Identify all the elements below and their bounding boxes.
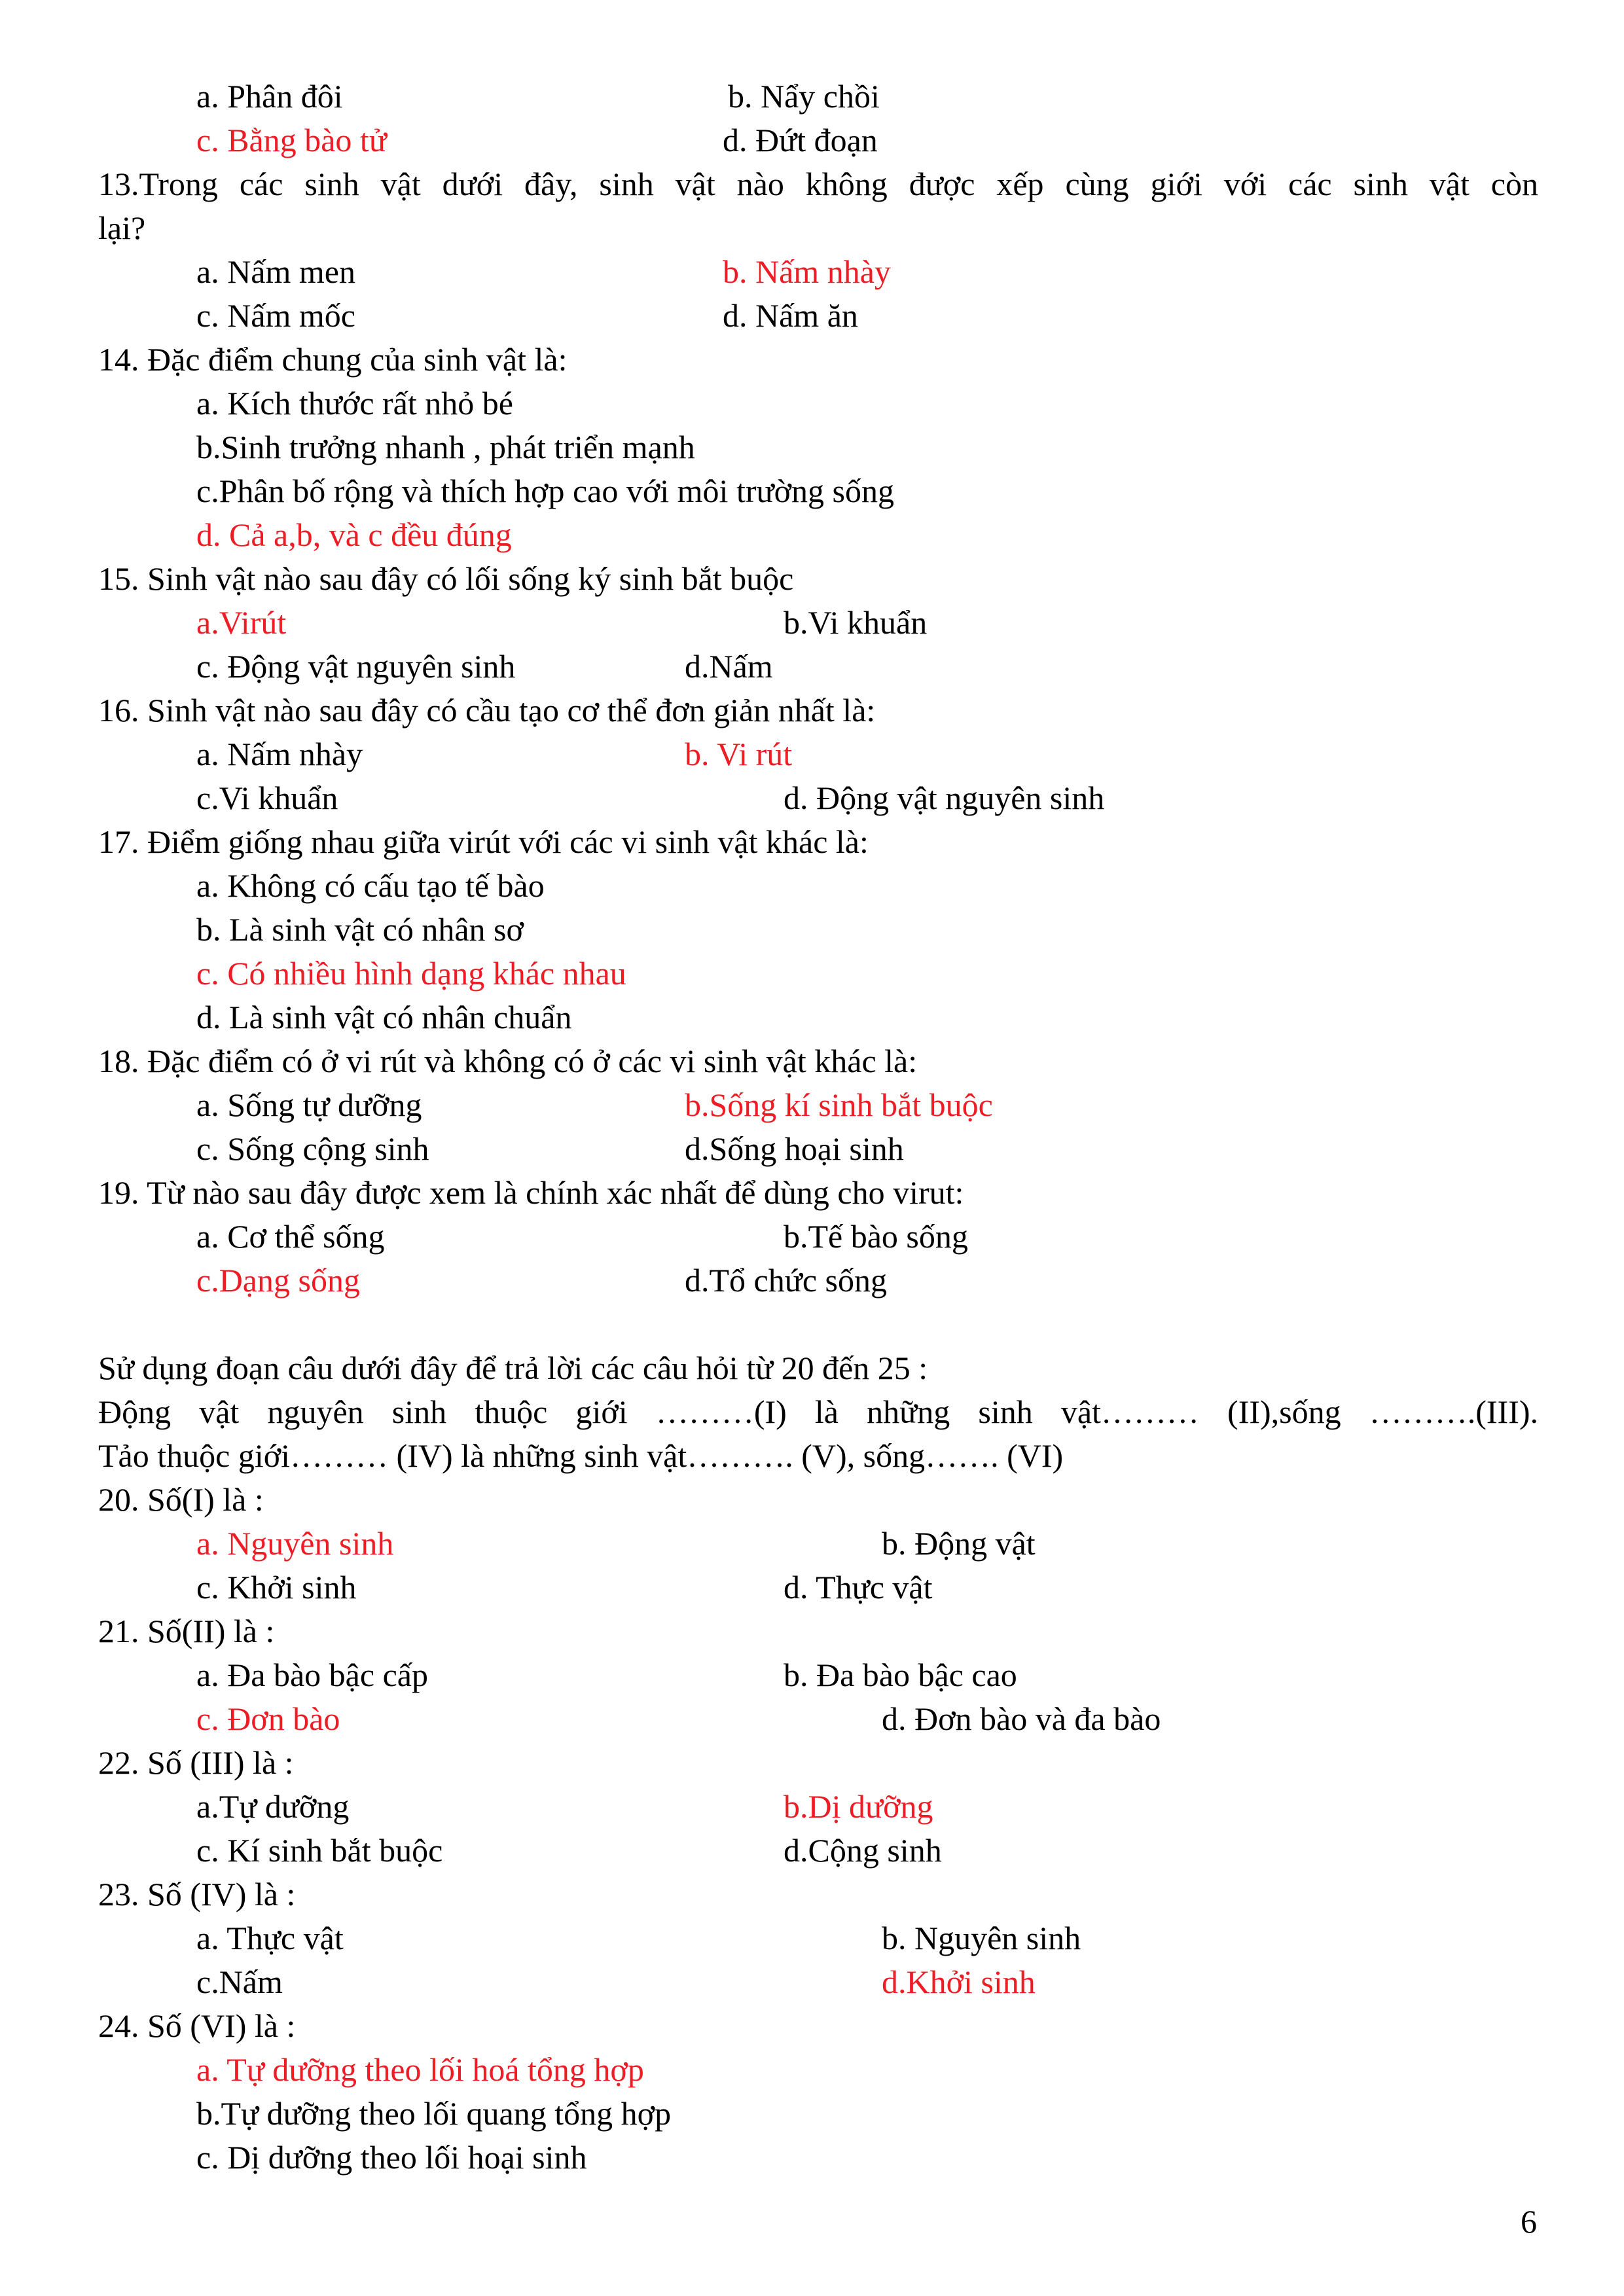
q22-option-a: a.Tự dưỡng bbox=[196, 1788, 350, 1825]
q15-option-d: d.Nấm bbox=[685, 648, 773, 685]
q22-question: 22. Số (III) là : bbox=[98, 1744, 294, 1781]
q14-option-a: a. Kích thước rất nhỏ bé bbox=[196, 385, 513, 422]
q24-option-b: b.Tự dưỡng theo lối quang tổng hợp bbox=[196, 2095, 672, 2132]
q21-option-c-answer: c. Đơn bào bbox=[196, 1700, 340, 1737]
q16-option-d: d. Động vật nguyên sinh bbox=[784, 780, 1105, 816]
q23-option-d-answer: d.Khởi sinh bbox=[882, 1964, 1036, 2000]
q18-option-a: a. Sống tự dưỡng bbox=[196, 1086, 422, 1123]
q12-option-d: d. Đứt đoạn bbox=[723, 122, 878, 158]
passage-line2: Tảo thuộc giới……… (IV) là những sinh vật………. (V), sống……. (VI) bbox=[98, 1437, 1064, 1474]
q16-option-c: c.Vi khuẩn bbox=[196, 780, 338, 816]
q21-option-b: b. Đa bào bậc cao bbox=[784, 1657, 1017, 1693]
q20-question: 20. Số(I) là : bbox=[98, 1481, 264, 1518]
q13-option-d: d. Nấm ăn bbox=[723, 297, 858, 334]
passage-line1: Động vật nguyên sinh thuộc giới ………(I) là những sinh vật……… (II),sống ……….(III). bbox=[98, 1393, 1538, 1430]
q17-question: 17. Điểm giống nhau giữa virút với các vi sinh vật khác là: bbox=[98, 823, 869, 860]
q20-option-c: c. Khởi sinh bbox=[196, 1569, 357, 1605]
q20-option-a-answer: a. Nguyên sinh bbox=[196, 1525, 394, 1562]
q19-question: 19. Từ nào sau đây được xem là chính xác nhất để dùng cho virut: bbox=[98, 1174, 964, 1211]
q14-option-d-answer: d. Cả a,b, và c đều đúng bbox=[196, 516, 512, 553]
q17-option-d: d. Là sinh vật có nhân chuẩn bbox=[196, 999, 572, 1035]
q14-option-b: b.Sinh trưởng nhanh , phát triển mạnh bbox=[196, 429, 695, 465]
q22-option-d: d.Cộng sinh bbox=[784, 1832, 942, 1869]
q13-option-a: a. Nấm men bbox=[196, 253, 355, 290]
q12-option-c-answer: c. Bằng bào tử bbox=[196, 122, 387, 158]
q15-option-c: c. Động vật nguyên sinh bbox=[196, 648, 516, 685]
q14-option-c: c.Phân bố rộng và thích hợp cao với môi trường sống bbox=[196, 473, 894, 509]
q13-question-line2: lại? bbox=[98, 209, 146, 246]
q17-option-a: a. Không có cấu tạo tế bào bbox=[196, 867, 545, 904]
q15-option-b: b.Vi khuẩn bbox=[784, 604, 928, 641]
q20-option-d: d. Thực vật bbox=[784, 1569, 933, 1605]
q22-option-c: c. Kí sinh bắt buộc bbox=[196, 1832, 443, 1869]
q19-option-a: a. Cơ thể sống bbox=[196, 1218, 385, 1255]
q23-option-b: b. Nguyên sinh bbox=[882, 1920, 1081, 1956]
q22-option-b-answer: b.Dị dưỡng bbox=[784, 1788, 933, 1825]
q21-question: 21. Số(II) là : bbox=[98, 1613, 275, 1649]
q13-option-c: c. Nấm mốc bbox=[196, 297, 355, 334]
q13-question-line1: 13.Trong các sinh vật dưới đây, sinh vật nào không được xếp cùng giới với các sinh vật còn bbox=[98, 166, 1538, 202]
q16-question: 16. Sinh vật nào sau đây có cầu tạo cơ thể đơn giản nhất là: bbox=[98, 692, 876, 728]
q23-option-c: c.Nấm bbox=[196, 1964, 283, 2000]
q23-option-a: a. Thực vật bbox=[196, 1920, 344, 1956]
q21-option-a: a. Đa bào bậc cấp bbox=[196, 1657, 428, 1693]
q21-option-d: d. Đơn bào và đa bào bbox=[882, 1700, 1161, 1737]
q18-option-b-answer: b.Sống kí sinh bắt buộc bbox=[685, 1086, 993, 1123]
q18-option-c: c. Sống cộng sinh bbox=[196, 1130, 429, 1167]
q13-option-b-answer: b. Nấm nhày bbox=[723, 253, 891, 290]
q12-option-b: b. Nẩy chồi bbox=[728, 78, 880, 115]
q24-option-c: c. Dị dưỡng theo lối hoại sinh bbox=[196, 2139, 587, 2176]
q23-question: 23. Số (IV) là : bbox=[98, 1876, 296, 1912]
q17-option-c-answer: c. Có nhiều hình dạng khác nhau bbox=[196, 955, 626, 992]
q18-option-d: d.Sống hoại sinh bbox=[685, 1130, 904, 1167]
q20-option-b: b. Động vật bbox=[882, 1525, 1036, 1562]
passage-intro: Sử dụng đoạn câu dưới đây để trả lời các câu hỏi từ 20 đến 25 : bbox=[98, 1350, 928, 1386]
page-number: 6 bbox=[1521, 2203, 1537, 2240]
q18-question: 18. Đặc điểm có ở vi rút và không có ở các vi sinh vật khác là: bbox=[98, 1043, 918, 1079]
q14-question: 14. Đặc điểm chung của sinh vật là: bbox=[98, 341, 568, 378]
q24-question: 24. Số (VI) là : bbox=[98, 2007, 296, 2044]
q12-option-a: a. Phân đôi bbox=[196, 78, 343, 115]
q15-option-a-answer: a.Virút bbox=[196, 604, 287, 641]
q19-option-c-answer: c.Dạng sống bbox=[196, 1262, 360, 1299]
q19-option-d: d.Tổ chức sống bbox=[685, 1262, 887, 1299]
q17-option-b: b. Là sinh vật có nhân sơ bbox=[196, 911, 524, 948]
q24-option-a-answer: a. Tự dưỡng theo lối hoá tổng hợp bbox=[196, 2051, 644, 2088]
q15-question: 15. Sinh vật nào sau đây có lối sống ký sinh bắt buộc bbox=[98, 560, 794, 597]
q16-option-b-answer: b. Vi rút bbox=[685, 736, 793, 772]
q16-option-a: a. Nấm nhày bbox=[196, 736, 363, 772]
q19-option-b: b.Tế bào sống bbox=[784, 1218, 968, 1255]
